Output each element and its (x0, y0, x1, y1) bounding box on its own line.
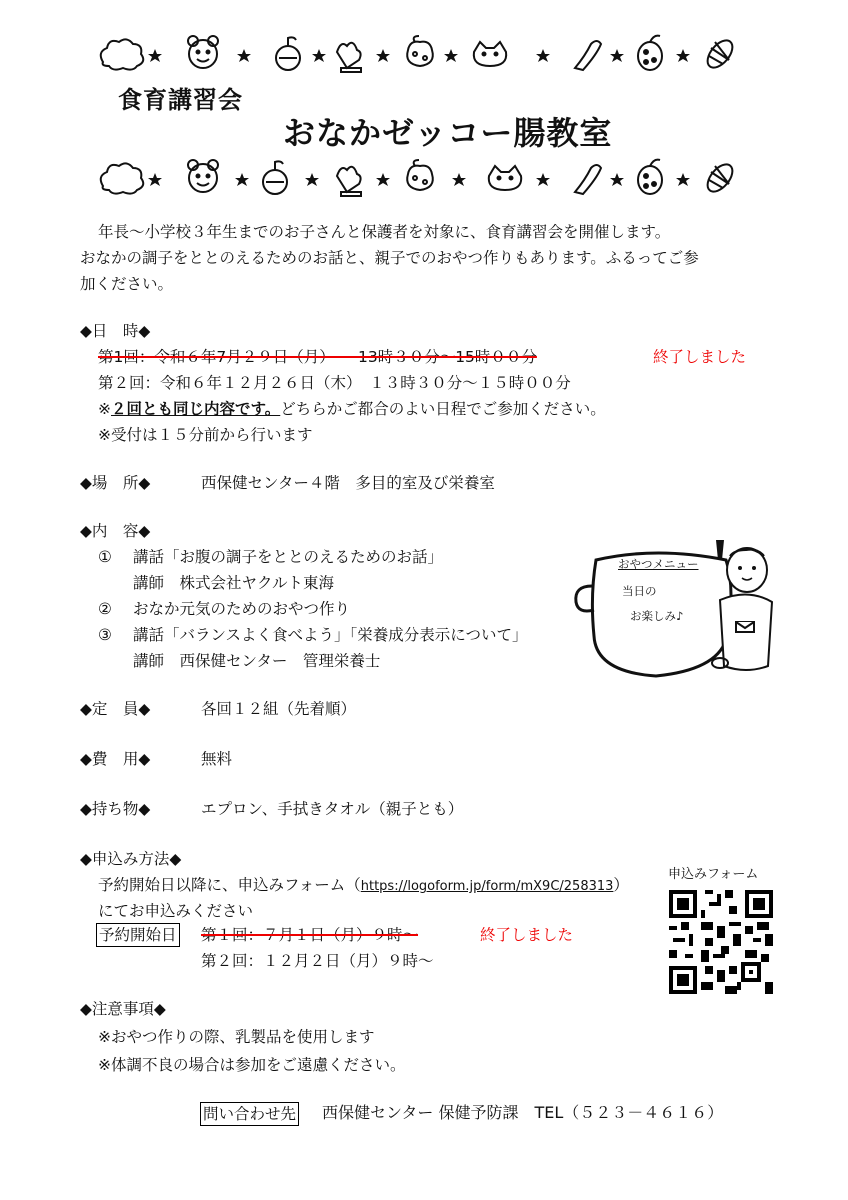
content-item-3: 講話「バランスよく食べよう」「栄養成分表示について」 (133, 626, 528, 644)
schedule-note-2: ※受付は１５分前から行います (98, 426, 313, 444)
capacity-value: 各回１２組（先着順） (201, 700, 357, 718)
content-item-1-num: ① (98, 548, 112, 566)
capacity-label: ◆定 員◆ (80, 700, 151, 718)
start-date-label: 予約開始日 (96, 923, 180, 947)
application-form-link[interactable]: https://logoform.jp/form/mX9C/258313 (360, 879, 614, 894)
fee-value: 無料 (201, 750, 233, 768)
start-date-1: 第１回：７月１日（月）９時～ (201, 926, 419, 944)
application-line-2: にてお申込みください (98, 902, 254, 920)
illustration-text-2: 当日の (622, 584, 657, 598)
note-emphasis: ２回とも同じ内容です。 (111, 400, 281, 418)
note-item-2: ※体調不良の場合は参加をご遠慮ください。 (98, 1056, 406, 1074)
food-icons-row (95, 156, 745, 200)
note-mark: ※ (98, 400, 111, 418)
contact-text: 西保健センター 保健予防課 TEL（５２３－４６１６） (322, 1103, 724, 1122)
decorative-border-bottom (95, 156, 745, 200)
venue-value: 西保健センター４階 多目的室及び栄養室 (201, 474, 495, 492)
schedule-label: ◆日 時◆ (80, 322, 151, 340)
venue-label: ◆場 所◆ (80, 474, 151, 492)
contact-label: 問い合わせ先 (200, 1102, 299, 1126)
fee-label: ◆費 用◆ (80, 750, 151, 768)
pot-chef-illustration (570, 538, 780, 683)
illustration-text-3: お楽しみ♪ (630, 609, 684, 623)
content-item-1-lecturer: 講師 株式会社ヤクルト東海 (133, 574, 335, 592)
notes-label: ◆注意事項◆ (80, 1000, 166, 1018)
title-small: 食育講習会 (118, 86, 243, 114)
food-icons-row (95, 32, 745, 76)
qr-code[interactable] (669, 890, 773, 994)
start-date-1-status: 終了しました (480, 926, 574, 944)
belongings-label: ◆持ち物◆ (80, 800, 151, 818)
intro-line-1: 年長～小学校３年生までのお子さんと保護者を対象に、食育講習会を開催します。 (98, 223, 671, 241)
qr-label: 申込みフォーム (668, 867, 759, 882)
schedule-session-1: 第1回：令和６年7月２９日（月） 13時３０分～15時００分 (98, 348, 537, 366)
schedule-note-1 (98, 396, 606, 422)
content-item-2-num: ② (98, 600, 112, 618)
intro-line-2: おなかの調子をととのえるためのお話と、親子でのおやつ作りもあります。ふるってご参 (80, 249, 699, 267)
decorative-border-top (95, 32, 745, 76)
start-date-2: 第２回：１２月２日（月）９時～ (201, 952, 434, 970)
session-1-status: 終了しました (653, 348, 747, 366)
content-item-2: おなか元気のためのおやつ作り (133, 600, 351, 618)
application-label: ◆申込み方法◆ (80, 850, 182, 868)
schedule-session-2: 第２回：令和６年１２月２６日（木） １３時３０分～１５時００分 (98, 374, 571, 392)
content-item-3-num: ③ (98, 626, 112, 644)
application-line-1 (98, 872, 629, 900)
content-label: ◆内 容◆ (80, 522, 151, 540)
qr-code-icon (669, 890, 773, 994)
content-item-3-lecturer: 講師 西保健センター 管理栄養士 (133, 652, 381, 670)
belongings-value: エプロン、手拭きタオル（親子とも） (201, 800, 464, 818)
content-item-1: 講話「お腹の調子をととのえるためのお話」 (133, 548, 444, 566)
page-title: おなかゼッコー腸教室 (283, 114, 613, 152)
note-rest: どちらかご都合のよい日程でご参加ください。 (280, 400, 606, 418)
intro-line-3: 加ください。 (80, 275, 174, 293)
illustration-text-1: おやつメニュー (618, 557, 699, 571)
note-item-1: ※おやつ作りの際、乳製品を使用します (98, 1028, 375, 1046)
application-line-1-pre: 予約開始日以降に、申込みフォーム（ (98, 876, 361, 894)
application-line-1-post: ） (613, 876, 629, 894)
